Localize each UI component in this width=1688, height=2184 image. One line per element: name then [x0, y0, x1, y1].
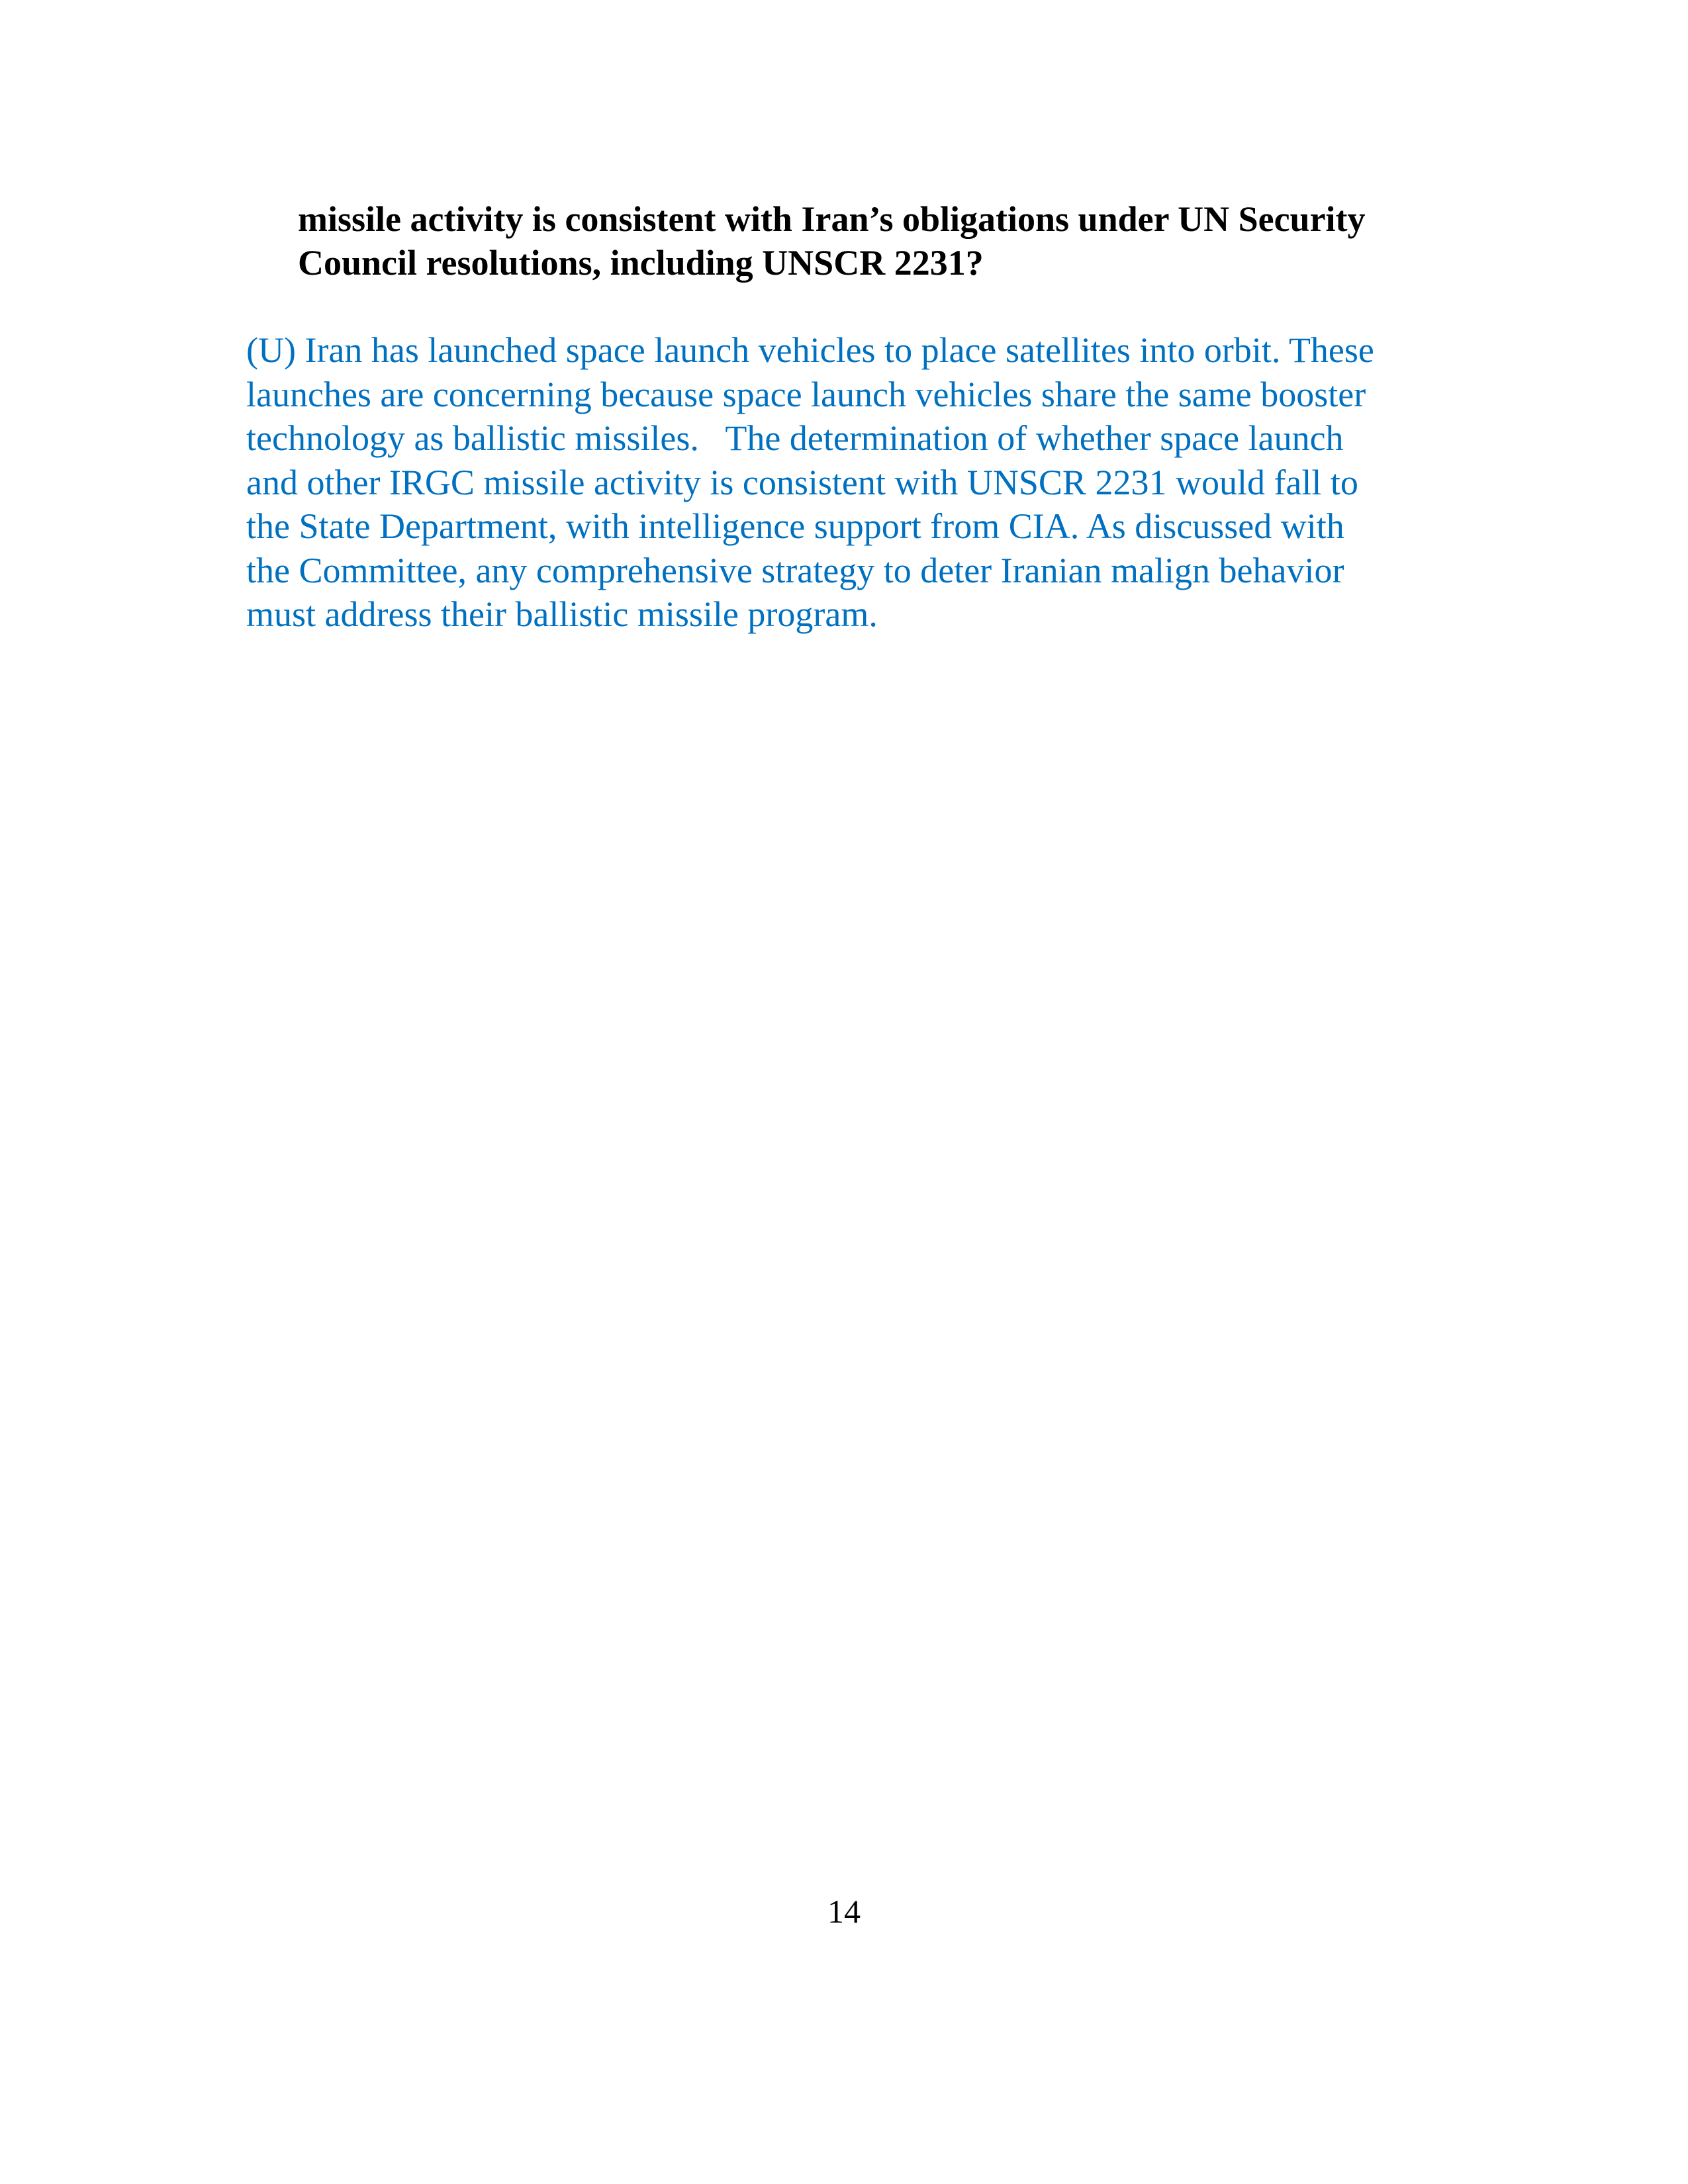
- answer-line: the Committee, any comprehensive strategy to deter Iranian malign behavior: [246, 550, 1344, 590]
- answer-line: launches are concerning because space launch vehicles share the same booster: [246, 374, 1366, 414]
- question-text: [298, 197, 1489, 285]
- answer-paragraph: [246, 328, 1504, 637]
- answer-line: technology as ballistic missiles. The determination of whether space launch: [246, 418, 1344, 458]
- answer-line: (U) Iran has launched space launch vehicles to place satellites into orbit. These: [246, 330, 1374, 370]
- page-number: 14: [827, 1893, 861, 1930]
- answer-line: the State Department, with intelligence support from CIA. As discussed with: [246, 506, 1344, 546]
- answer-line: and other IRGC missile activity is consistent with UNSCR 2231 would fall to: [246, 462, 1358, 502]
- answer-line: must address their ballistic missile program.: [246, 594, 878, 634]
- question-line: Council resolutions, including UNSCR 2231?: [298, 243, 984, 283]
- question-line: missile activity is consistent with Iran’s obligations under UN Security: [298, 199, 1366, 239]
